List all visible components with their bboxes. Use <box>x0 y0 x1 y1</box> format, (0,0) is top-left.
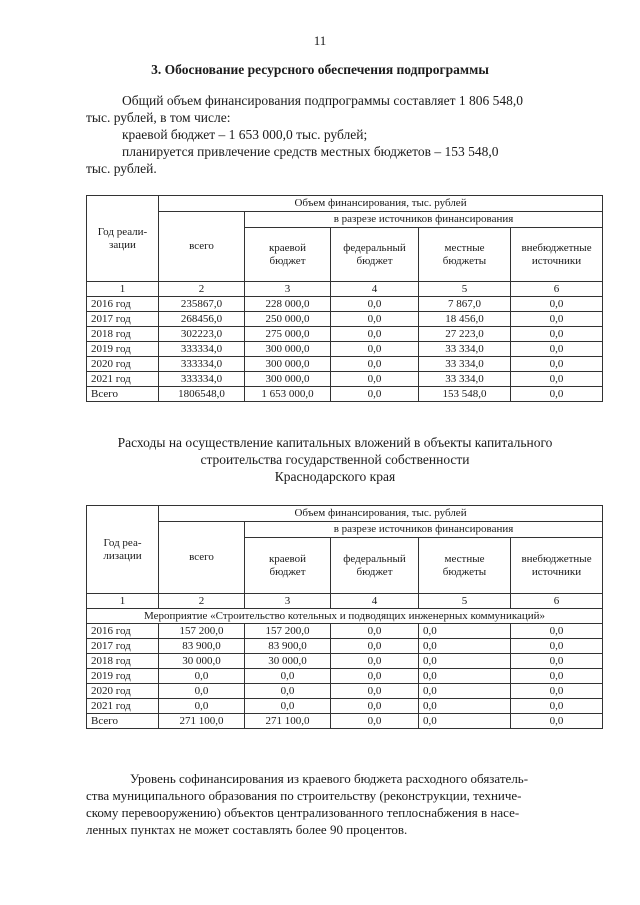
column-number: 6 <box>511 282 603 297</box>
row-year: 2019 год <box>87 669 159 684</box>
title-line: Расходы на осуществление капитальных вложений в объекты капитального <box>117 435 553 450</box>
cell-federal: 0,0 <box>331 714 419 729</box>
table-row-total <box>87 714 603 729</box>
row-year: 2016 год <box>87 297 159 312</box>
cell-total: 333334,0 <box>159 372 245 387</box>
column-number: 4 <box>331 594 419 609</box>
title-line: строительства государственной собственности <box>200 452 470 467</box>
cell-local: 0,0 <box>419 639 511 654</box>
header-local: местные бюджеты <box>419 538 511 594</box>
column-number: 4 <box>331 282 419 297</box>
cell-regional: 271 100,0 <box>245 714 331 729</box>
cell-total: 333334,0 <box>159 342 245 357</box>
row-year: Всего <box>87 387 159 402</box>
cell-regional: 157 200,0 <box>245 624 331 639</box>
column-number: 2 <box>159 282 245 297</box>
table-row <box>87 357 603 372</box>
row-year: 2021 год <box>87 699 159 714</box>
cell-extra: 0,0 <box>511 372 603 387</box>
footer-line: ства муниципального образования по строительству (реконструкции, техниче- <box>86 788 522 803</box>
cell-total: 271 100,0 <box>159 714 245 729</box>
cell-extra: 0,0 <box>511 654 603 669</box>
cell-regional: 300 000,0 <box>245 357 331 372</box>
column-number: 5 <box>419 282 511 297</box>
cell-federal: 0,0 <box>331 699 419 714</box>
cell-regional: 0,0 <box>245 684 331 699</box>
cell-federal: 0,0 <box>331 639 419 654</box>
row-year: 2018 год <box>87 654 159 669</box>
row-year: 2018 год <box>87 327 159 342</box>
cell-total: 333334,0 <box>159 357 245 372</box>
cell-total: 0,0 <box>159 684 245 699</box>
capital-investment-table <box>86 505 603 729</box>
cell-federal: 0,0 <box>331 654 419 669</box>
cell-extra: 0,0 <box>511 669 603 684</box>
header-year: Год реа- лизации <box>87 506 159 594</box>
cell-federal: 0,0 <box>331 357 419 372</box>
intro-paragraph <box>86 92 576 177</box>
intro-line: краевой бюджет – 1 653 000,0 тыс. рублей; <box>122 127 368 142</box>
cell-extra: 0,0 <box>511 342 603 357</box>
footer-line: ленных пунктах не может составлять более 90 процентов. <box>86 822 408 837</box>
header-volume: Объем финансирования, тыс. рублей <box>159 196 603 212</box>
row-year: 2021 год <box>87 372 159 387</box>
table-row <box>87 312 603 327</box>
section-title: 3. Обоснование ресурсного обеспечения подпрограммы <box>151 62 489 77</box>
cell-federal: 0,0 <box>331 342 419 357</box>
table-row <box>87 669 603 684</box>
footer-line: скому перевооружению) объектов централизованного теплоснабжения в насе- <box>86 805 520 820</box>
table-row <box>87 699 603 714</box>
column-number: 3 <box>245 282 331 297</box>
cell-federal: 0,0 <box>331 327 419 342</box>
cell-extra: 0,0 <box>511 327 603 342</box>
cell-extra: 0,0 <box>511 639 603 654</box>
cell-regional: 300 000,0 <box>245 372 331 387</box>
cell-regional: 83 900,0 <box>245 639 331 654</box>
table-row-total <box>87 387 603 402</box>
cell-regional: 0,0 <box>245 669 331 684</box>
intro-line: тыс. рублей. <box>86 161 157 176</box>
header-by-source: в разрезе источников финансирования <box>245 212 603 228</box>
column-number: 6 <box>511 594 603 609</box>
cell-total: 0,0 <box>159 699 245 714</box>
column-number: 1 <box>87 594 159 609</box>
title-line: Краснодарского края <box>274 469 396 484</box>
capital-investment-title <box>80 434 590 485</box>
cell-regional: 0,0 <box>245 699 331 714</box>
cell-regional: 275 000,0 <box>245 327 331 342</box>
cell-local: 33 334,0 <box>419 357 511 372</box>
cell-total: 30 000,0 <box>159 654 245 669</box>
cell-total: 1806548,0 <box>159 387 245 402</box>
row-year: 2019 год <box>87 342 159 357</box>
header-local: местные бюджеты <box>419 228 511 282</box>
column-number: 1 <box>87 282 159 297</box>
cell-local: 7 867,0 <box>419 297 511 312</box>
cell-total: 268456,0 <box>159 312 245 327</box>
footer-line: Уровень софинансирования из краевого бюджета расходного обязатель- <box>130 771 529 786</box>
header-by-source: в разрезе источников финансирования <box>245 522 603 538</box>
cell-extra: 0,0 <box>511 684 603 699</box>
column-number: 5 <box>419 594 511 609</box>
table-row <box>87 327 603 342</box>
cell-regional: 228 000,0 <box>245 297 331 312</box>
cell-extra: 0,0 <box>511 699 603 714</box>
row-year: Всего <box>87 714 159 729</box>
table-row <box>87 342 603 357</box>
cell-total: 235867,0 <box>159 297 245 312</box>
cell-local: 0,0 <box>419 684 511 699</box>
cell-regional: 250 000,0 <box>245 312 331 327</box>
page-number: 11 <box>313 33 327 48</box>
row-year: 2020 год <box>87 684 159 699</box>
cell-federal: 0,0 <box>331 684 419 699</box>
header-total: всего <box>159 212 245 282</box>
row-year: 2020 год <box>87 357 159 372</box>
cell-local: 0,0 <box>419 624 511 639</box>
header-extra: внебюджетные источники <box>511 538 603 594</box>
cell-federal: 0,0 <box>331 387 419 402</box>
cell-local: 33 334,0 <box>419 372 511 387</box>
cell-regional: 1 653 000,0 <box>245 387 331 402</box>
intro-line: планируется привлечение средств местных бюджетов – 153 548,0 <box>122 144 499 159</box>
cell-local: 153 548,0 <box>419 387 511 402</box>
table-row <box>87 297 603 312</box>
cell-total: 83 900,0 <box>159 639 245 654</box>
cell-federal: 0,0 <box>331 624 419 639</box>
cell-local: 18 456,0 <box>419 312 511 327</box>
measure-row: Мероприятие «Строительство котельных и подводящих инженерных коммуникаций» <box>87 609 603 624</box>
cell-local: 0,0 <box>419 714 511 729</box>
row-year: 2016 год <box>87 624 159 639</box>
table-row <box>87 684 603 699</box>
cell-local: 33 334,0 <box>419 342 511 357</box>
cell-extra: 0,0 <box>511 714 603 729</box>
header-volume: Объем финансирования, тыс. рублей <box>159 506 603 522</box>
row-year: 2017 год <box>87 312 159 327</box>
cofinancing-paragraph <box>86 770 606 838</box>
intro-line: тыс. рублей, в том числе: <box>86 110 231 125</box>
cell-local: 27 223,0 <box>419 327 511 342</box>
header-federal: федеральный бюджет <box>331 228 419 282</box>
table-row <box>87 624 603 639</box>
cell-total: 0,0 <box>159 669 245 684</box>
column-number: 3 <box>245 594 331 609</box>
table-row <box>87 372 603 387</box>
cell-extra: 0,0 <box>511 297 603 312</box>
cell-local: 0,0 <box>419 699 511 714</box>
header-federal: федеральный бюджет <box>331 538 419 594</box>
table-row <box>87 639 603 654</box>
cell-local: 0,0 <box>419 669 511 684</box>
table-row <box>87 654 603 669</box>
header-regional: краевой бюджет <box>245 538 331 594</box>
cell-local: 0,0 <box>419 654 511 669</box>
financing-table <box>86 195 603 402</box>
cell-federal: 0,0 <box>331 669 419 684</box>
cell-regional: 300 000,0 <box>245 342 331 357</box>
cell-federal: 0,0 <box>331 372 419 387</box>
header-extra: внебюджетные источники <box>511 228 603 282</box>
cell-extra: 0,0 <box>511 312 603 327</box>
cell-regional: 30 000,0 <box>245 654 331 669</box>
cell-extra: 0,0 <box>511 387 603 402</box>
column-number: 2 <box>159 594 245 609</box>
cell-extra: 0,0 <box>511 624 603 639</box>
cell-federal: 0,0 <box>331 297 419 312</box>
cell-total: 157 200,0 <box>159 624 245 639</box>
row-year: 2017 год <box>87 639 159 654</box>
header-total: всего <box>159 522 245 594</box>
intro-line: Общий объем финансирования подпрограммы составляет 1 806 548,0 <box>122 93 524 108</box>
cell-federal: 0,0 <box>331 312 419 327</box>
header-year: Год реали- зации <box>87 196 159 282</box>
cell-total: 302223,0 <box>159 327 245 342</box>
header-regional: краевой бюджет <box>245 228 331 282</box>
cell-extra: 0,0 <box>511 357 603 372</box>
